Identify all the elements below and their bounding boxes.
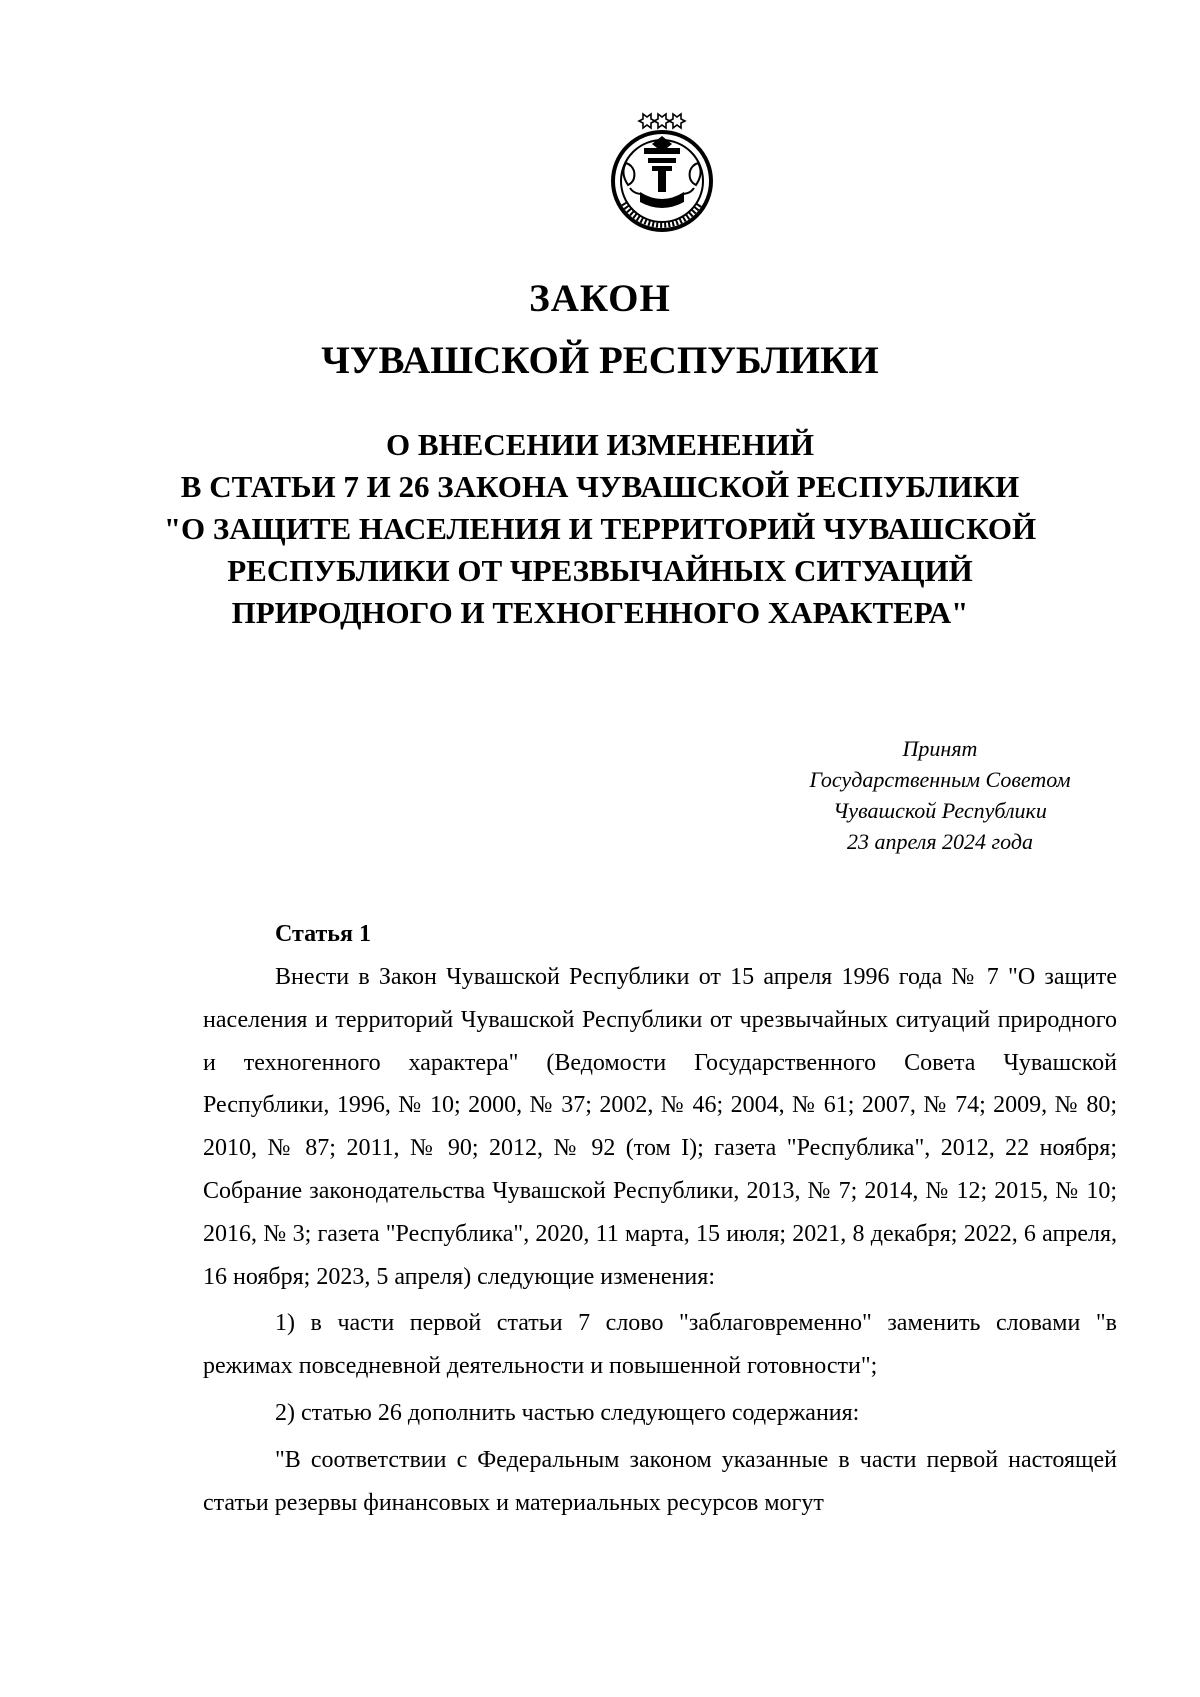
adoption-line: Принят [902,736,978,761]
coat-of-arms-emblem [602,108,722,232]
emblem-icon [602,108,722,232]
law-subject-line: РЕСПУБЛИКИ ОТ ЧРЕЗВЫЧАЙНЫХ СИТУАЦИЙ [227,553,973,588]
article-paragraph: "В соответствии с Федеральным законом указанные в части первой настоящей статьи резервы финансовых и материальных ресурсов могут [203,1446,1117,1516]
document-title: ЗАКОН [529,277,671,320]
law-subject-line: О ВНЕСЕНИИ ИЗМЕНЕНИЙ [385,427,815,462]
adoption-block [790,733,1090,857]
law-subject-line: В СТАТЬИ 7 И 26 ЗАКОНА ЧУВАШСКОЙ РЕСПУБЛИКИ [180,469,1020,504]
adoption-date: 23 апреля 2024 года [847,829,1033,854]
article-heading: Статья 1 [275,921,371,947]
law-subject-line: "О ЗАЩИТЕ НАСЕЛЕНИЯ И ТЕРРИТОРИЙ ЧУВАШСКОЙ [163,511,1037,546]
article-paragraph: 2) статью 26 дополнить частью следующего содержания: [275,1399,860,1426]
adoption-line: Чувашской Республики [833,798,1047,823]
adoption-line: Государственным Советом [809,767,1071,792]
article-body [203,956,1117,1524]
law-subject [0,424,1200,634]
article-paragraph: Внести в Закон Чувашской Республики от 15 апреля 1996 года № 7 "О защите населения и территорий Чувашской Республики от чрезвычайных ситуаций природного и техногенного характера" (Ведомости Государственного Совета Чувашской Республики, 1996, № 10; 2000, № 37; 2002, № 46; 2004, № 61; 2007, № 74; 2009, № 80; 2010, № 87; 2011, № 90; 2012, № 92 (том I); газета "Республика", 2012, 22 ноября; Собрание законодательства Чувашской Республики, 2013, № 7; 2014, № 12; 2015, № 10; 2016, № 3; газета "Республика", 2020, 11 марта, 15 июля; 2021, 8 декабря; 2022, 6 апреля, 16 ноября; 2023, 5 апреля) следующие изменения: [203,964,1117,1290]
emblem-stars [639,114,685,128]
article-paragraph: 1) в части первой статьи 7 слово "заблаговременно" заменить словами "в режимах повседневной деятельности и повышенной готовности"; [203,1310,1117,1380]
document-title-republic: ЧУВАШСКОЙ РЕСПУБЛИКИ [321,339,879,382]
law-subject-line: ПРИРОДНОГО И ТЕХНОГЕННОГО ХАРАКТЕРА" [231,595,969,630]
